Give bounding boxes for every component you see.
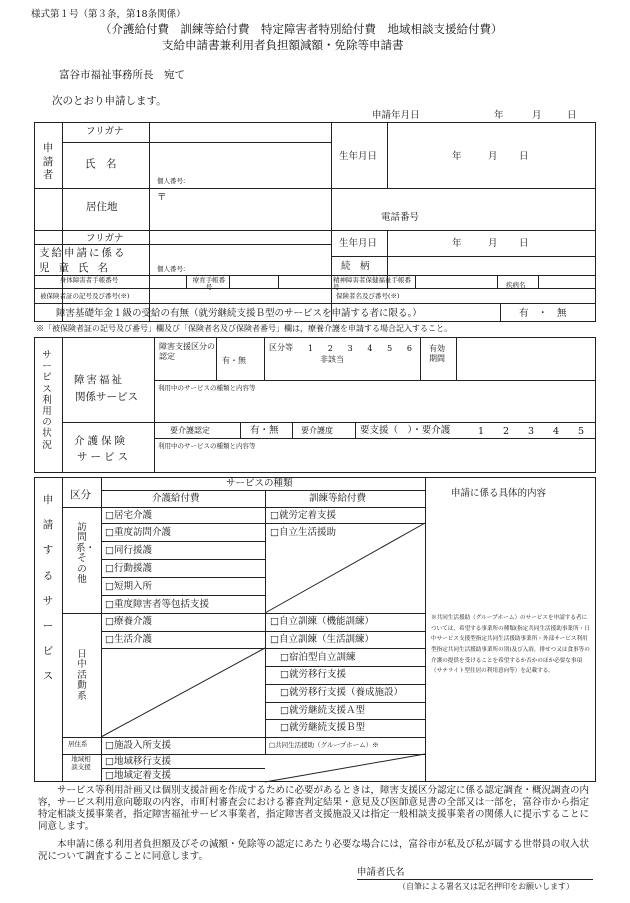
- addressee: 富谷市福祉事務所長 宛て: [59, 69, 185, 81]
- consent-paragraph-1: サービス等利用計画又は個別支援計画を作成するために必要があるときは，障害支援区分認定に係る認定調査・概況調査の内容，サービス利用意向聴取の内容，市町村審査会における審査判定結果・意見及び医師意見書の全部又は一部を，富谷市から指定特定相談支援事業者，指定障害福祉サービス事業者，指定障害者支援施設又は指定一般相談支援事業者の関係人に提示することに同意します。: [38, 785, 590, 832]
- welfare-services-label-2: 関係サービス: [75, 391, 138, 403]
- applicant-birthdate-label: 生年月日: [339, 151, 378, 162]
- group-home-note: ※共同生活援助（グループホーム）のサービスを申請する者については，希望する事業所の種類(指定共同生活援助事業所・日中サービス支援型指定共同生活援助事業所・外部サービス利用型指定共同生活援助事業所の別)及び入浴，排せつ又は食事等の介護の提供を受けることを希望するか否かのほか必要な事項（サテライト型住居の利用意向等）を記載する。: [431, 615, 590, 675]
- seishin-label: 精神障害者保健福祉手帳番号: [333, 276, 411, 292]
- training-col-header: 訓練等給付費: [309, 493, 367, 504]
- applicant-section-label: 申 請 者: [42, 142, 54, 182]
- services-section-label: 申請するサービス: [42, 494, 54, 683]
- care-item-shisetsu[interactable]: □施設入所支援: [105, 740, 171, 751]
- child-birth-year: 年: [452, 238, 462, 249]
- care-col-header: 介護給付費: [152, 493, 200, 504]
- service-types-header: サービスの種類: [226, 478, 293, 489]
- consent-paragraph-2: 本申請に係る利用者負担額及びその減額・免除等の認定にあたり必要な場合には，富谷市が私及び私が属する世帯員の収入状況について調査することに同意します。: [38, 839, 590, 862]
- signature-label: 申請者氏名: [357, 867, 405, 878]
- care-cert-label: 要介護認定: [170, 426, 210, 435]
- training-item-iko-yosei[interactable]: □就労移行支援（養成施設）: [280, 687, 403, 698]
- training-item-kino[interactable]: □自立訓練（機能訓練）: [270, 616, 374, 627]
- training-item-b[interactable]: □就労継続支援Ｂ型: [280, 722, 365, 733]
- classification-label: 障害支援区分の認定: [159, 342, 215, 362]
- child-label-line1: 支給申請に係る: [39, 247, 127, 259]
- form-number: 様式第１号（第３条，第18条関係）: [31, 9, 186, 20]
- ryoiku-label: 療育手帳番号: [192, 276, 226, 292]
- child-furigana-label: フリガナ: [86, 233, 124, 244]
- insured-no-label: 被保険者証の記号及び番号(※): [40, 292, 130, 300]
- details-col-header: 申請に係る具体的内容: [451, 488, 547, 499]
- care-item-jusho-homon[interactable]: □重度訪問介護: [105, 527, 171, 538]
- care-item-hokatsu[interactable]: □重度障害者等包括支援: [105, 599, 209, 610]
- applicant-individual-no: 個人番号：: [157, 177, 190, 185]
- applicant-furigana-label: フリガナ: [86, 126, 124, 137]
- care-level-options[interactable]: 1 2 3 4 5: [478, 426, 584, 437]
- insurer-label: 保険者名及び番号(※): [336, 292, 400, 300]
- group-community: 地域相談支援: [71, 755, 91, 771]
- welfare-services-label: 障害福祉: [74, 374, 124, 386]
- group-day: 日中活動系: [77, 649, 87, 702]
- care-insurance-label-2: サービス: [77, 451, 131, 463]
- care-item-iko[interactable]: □地域移行支援: [105, 756, 171, 767]
- care-item-kyotaku[interactable]: □居宅介護: [105, 510, 152, 521]
- date-year: 年: [494, 110, 504, 121]
- shintai-label: 身体障害者手帳番号: [59, 276, 119, 284]
- child-birth-day: 日: [519, 238, 529, 249]
- date-month: 月: [532, 110, 542, 121]
- care-item-seikatsu[interactable]: □生活介護: [105, 634, 152, 645]
- training-item-a[interactable]: □就労継続支援Ａ型: [280, 705, 365, 716]
- applicant-phone-label: 電話番号: [381, 212, 420, 223]
- applicant-address-label: 居住地: [86, 201, 118, 213]
- care-item-kodo[interactable]: □行動援護: [105, 563, 152, 574]
- current-services-label-2: 利用中のサービスの種類と内容等: [158, 442, 256, 450]
- training-item-seikatsu[interactable]: □自立訓練（生活訓練）: [270, 634, 374, 645]
- applicant-name-label: 氏 名: [85, 158, 117, 170]
- usage-section-label: サービス利用の状況: [42, 350, 52, 451]
- current-services-label: 利用中のサービスの種類と内容等: [158, 384, 256, 392]
- group-residence: 居住系: [68, 740, 88, 748]
- child-label-line2: 児童氏名: [39, 262, 117, 274]
- group-visit: 訪問系・その他: [76, 522, 96, 586]
- grade-options[interactable]: 1 2 3 4 5 6: [308, 344, 412, 353]
- signature-note: （自筆による署名又は記名押印をお願いします）: [398, 882, 574, 891]
- child-birth-month: 月: [488, 238, 498, 249]
- child-birthdate-label: 生年月日: [339, 238, 378, 249]
- applicant-birth-month: 月: [488, 151, 498, 162]
- valid-period-label: 有効期間: [429, 344, 445, 364]
- training-item-jiritsu-engo[interactable]: □自立生活援助: [270, 527, 336, 538]
- category-header: 区分: [70, 489, 91, 501]
- applicant-birth-day: 日: [519, 151, 529, 162]
- support-level-label[interactable]: 要支援（ ）・要介護: [360, 425, 451, 436]
- care-level-label: 要介護度: [301, 426, 333, 435]
- applicant-birth-year: 年: [452, 151, 462, 162]
- intro-text: 次のとおり申請します。: [52, 95, 167, 107]
- care-item-teichaku[interactable]: □地域定着支援: [105, 770, 171, 781]
- date-day: 日: [567, 110, 577, 121]
- pension-yes-no[interactable]: 有 ・ 無: [519, 308, 567, 319]
- training-item-group-home[interactable]: □共同生活援助（グループホーム）※: [269, 741, 379, 749]
- training-item-iko[interactable]: □就労移行支援: [280, 669, 346, 680]
- classification-yes-no[interactable]: 有・無: [222, 356, 246, 365]
- care-item-ryoyo[interactable]: □療養介護: [105, 616, 152, 627]
- training-item-shukuhaku[interactable]: □宿泊型自立訓練: [280, 652, 356, 663]
- relation-label: 続 柄: [341, 261, 370, 272]
- care-insurance-label: 介護保険: [74, 435, 128, 447]
- insurance-note: ※「被保険者証の記号及び番号」欄及び「保険者名及び保険者番号」欄は，療養介護を申請する場合記入すること。: [36, 324, 452, 333]
- care-item-doko[interactable]: □同行援護: [105, 545, 152, 556]
- disease-label: 疾病名: [506, 281, 526, 289]
- not-applicable[interactable]: 非該当: [320, 355, 344, 364]
- care-item-tanki[interactable]: □短期入所: [105, 581, 152, 592]
- form-title-line1: （介護給付費 訓練等給付費 特定障害者特別給付費 地域相談支援給付費）: [100, 22, 503, 36]
- grade-label: 区分等: [269, 343, 293, 352]
- date-label: 申請年月日: [372, 110, 420, 121]
- pension-question: 障害基礎年金１級の受給の有無（就労継続支援Ｂ型のサービスを申請する者に限る。）: [56, 308, 422, 319]
- child-individual-no: 個人番号：: [157, 265, 190, 273]
- postal-mark: 〒: [157, 192, 167, 203]
- care-cert-yes-no[interactable]: 有・無: [250, 425, 279, 436]
- form-title-line2: 支給申請書兼利用者負担額減額・免除等申請書: [162, 38, 404, 52]
- training-item-shuro-teichaku[interactable]: □就労定着支援: [270, 510, 336, 521]
